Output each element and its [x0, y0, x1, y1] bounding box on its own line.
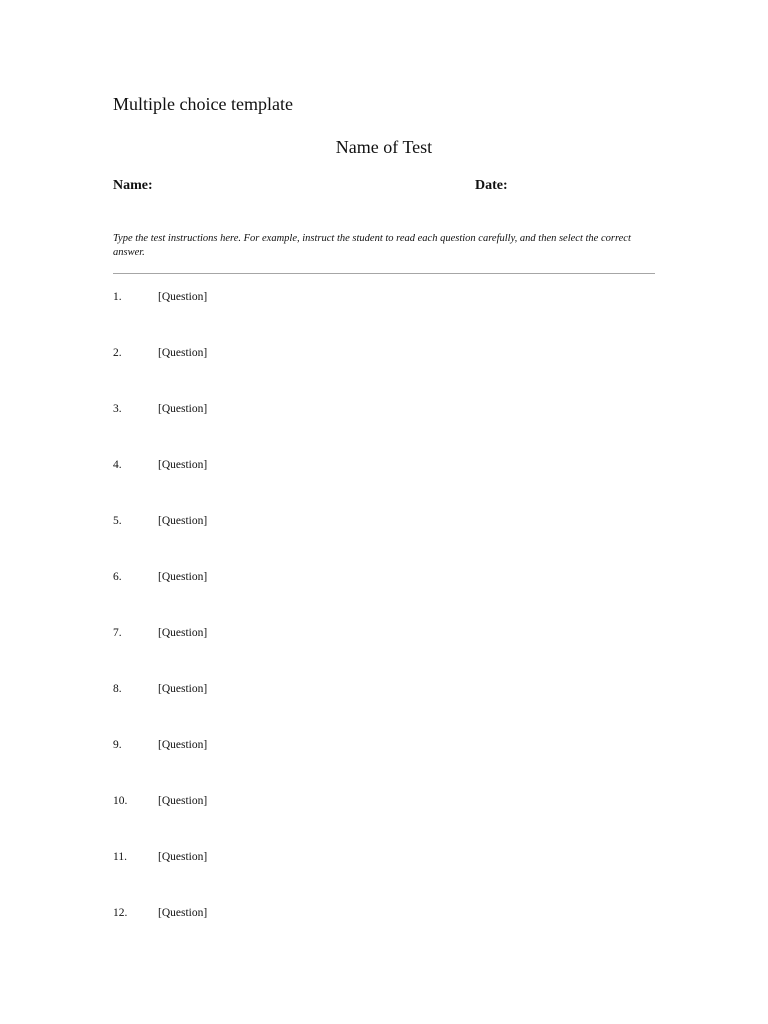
question-text: [Question]	[158, 795, 208, 807]
question-item	[113, 569, 655, 625]
question-text: [Question]	[158, 347, 208, 359]
question-text: [Question]	[158, 739, 208, 751]
question-text: [Question]	[158, 515, 208, 527]
question-list	[113, 289, 655, 961]
date-field-label: Date:	[475, 178, 508, 193]
question-text: [Question]	[158, 683, 208, 695]
horizontal-divider	[113, 273, 655, 274]
question-text: [Question]	[158, 403, 208, 415]
question-number: 6.	[113, 571, 122, 583]
question-item	[113, 513, 655, 569]
question-number: 11.	[113, 851, 127, 863]
question-item	[113, 905, 655, 961]
question-item	[113, 401, 655, 457]
question-number: 2.	[113, 347, 122, 359]
question-item	[113, 793, 655, 849]
test-instructions: Type the test instructions here. For example, instruct the student to read each question carefully, and then select the correct answer.	[113, 233, 631, 258]
question-number: 9.	[113, 739, 122, 751]
question-number: 5.	[113, 515, 122, 527]
question-number: 4.	[113, 459, 122, 471]
question-number: 8.	[113, 683, 122, 695]
question-item	[113, 625, 655, 681]
document-title: Multiple choice template	[113, 94, 293, 114]
question-text: [Question]	[158, 907, 208, 919]
question-item	[113, 457, 655, 513]
question-text: [Question]	[158, 571, 208, 583]
question-item	[113, 737, 655, 793]
question-item	[113, 681, 655, 737]
question-text: [Question]	[158, 627, 208, 639]
question-number: 12.	[113, 907, 128, 919]
question-item	[113, 289, 655, 345]
name-field-label: Name:	[113, 178, 153, 193]
question-number: 10.	[113, 795, 128, 807]
question-text: [Question]	[158, 459, 208, 471]
question-number: 1.	[113, 291, 122, 303]
question-item	[113, 849, 655, 905]
question-text: [Question]	[158, 291, 208, 303]
question-text: [Question]	[158, 851, 208, 863]
test-name-heading: Name of Test	[335, 137, 433, 157]
question-number: 3.	[113, 403, 122, 415]
question-number: 7.	[113, 627, 122, 639]
question-item	[113, 345, 655, 401]
